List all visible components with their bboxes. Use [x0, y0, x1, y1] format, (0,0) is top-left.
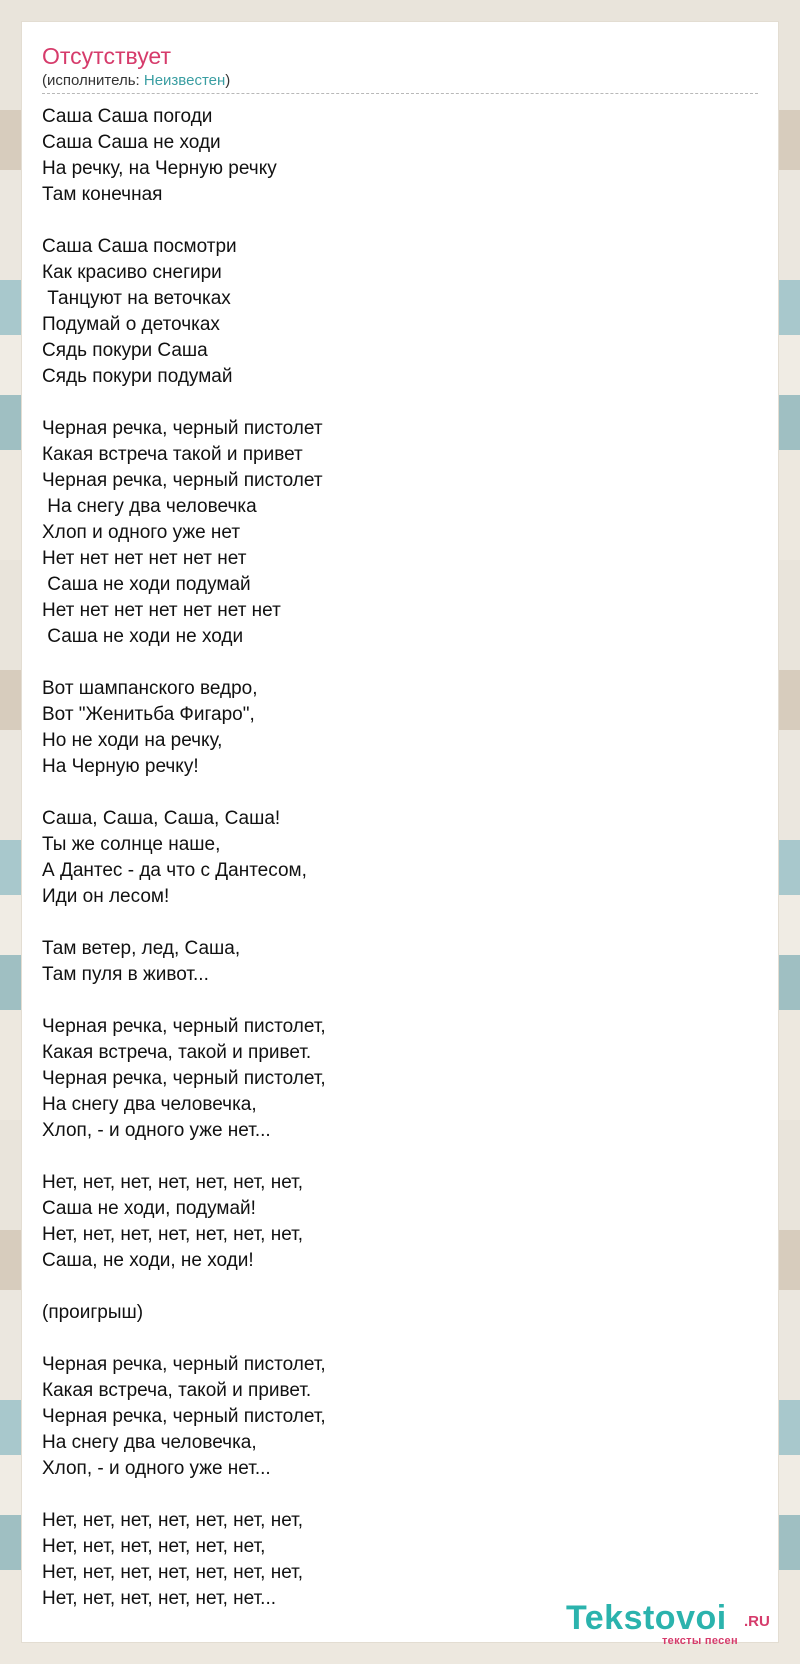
lyric-line: Хлоп и одного уже нет [42, 522, 241, 543]
lyric-line: Нет нет нет нет нет нет нет [42, 600, 281, 621]
lyric-line: Черная речка, черный пистолет [42, 418, 323, 439]
lyric-line: Какая встреча такой и привет [42, 444, 303, 465]
lyric-line: Иди он лесом! [42, 886, 170, 907]
lyric-line: Саша Саша погоди [42, 106, 213, 127]
lyric-line: (проигрыш) [42, 1302, 144, 1323]
performer-line [42, 72, 230, 90]
lyric-line [42, 208, 742, 234]
lyric-line: Танцуют на веточках [42, 288, 231, 309]
lyric-line: Саша Саша не ходи [42, 132, 221, 153]
logo-tld: .RU [744, 1613, 770, 1630]
lyric-line: Подумай о деточках [42, 314, 220, 335]
lyric-line: Нет, нет, нет, нет, нет, нет... [42, 1588, 277, 1609]
lyric-line: Ты же солнце наше, [42, 834, 221, 855]
lyric-line: Саша Саша посмотри [42, 236, 237, 257]
lyric-line [42, 1274, 742, 1300]
lyric-line [42, 1326, 742, 1352]
lyric-line: Нет, нет, нет, нет, нет, нет, нет, [42, 1172, 304, 1193]
lyric-line: На снегу два человечка, [42, 1432, 257, 1453]
lyric-line: Саша, не ходи, не ходи! [42, 1250, 254, 1271]
lyric-line: Саша не ходи, подумай! [42, 1198, 256, 1219]
lyric-line: Черная речка, черный пистолет, [42, 1354, 326, 1375]
lyric-line: Черная речка, черный пистолет, [42, 1068, 326, 1089]
lyric-line: Там пуля в живот... [42, 964, 209, 985]
lyric-line [42, 650, 742, 676]
lyric-line: Какая встреча, такой и привет. [42, 1380, 312, 1401]
lyric-line: Саша, Саша, Саша, Саша! [42, 808, 281, 829]
lyric-line: Но не ходи на речку, [42, 730, 223, 751]
logo-tagline: тексты песен [662, 1635, 738, 1647]
lyric-line: Нет, нет, нет, нет, нет, нет, [42, 1536, 266, 1557]
lyric-line [42, 988, 742, 1014]
lyric-line: А Дантес - да что с Дантесом, [42, 860, 307, 881]
lyric-line: Какая встреча, такой и привет. [42, 1042, 312, 1063]
lyric-line [42, 780, 742, 806]
lyric-line: Там конечная [42, 184, 163, 205]
lyric-line: Черная речка, черный пистолет [42, 470, 323, 491]
lyric-line: Как красиво снегири [42, 262, 222, 283]
lyric-line: Черная речка, черный пистолет, [42, 1406, 326, 1427]
lyric-line: Вот "Женитьба Фигаро", [42, 704, 255, 725]
logo-brand: Tekstovoi [566, 1599, 727, 1637]
lyric-line: Там ветер, лед, Саша, [42, 938, 241, 959]
site-logo[interactable] [566, 1600, 776, 1648]
song-title: Отсутствует [42, 43, 171, 69]
lyric-line: Саша не ходи не ходи [42, 626, 244, 647]
lyric-line: На снегу два человечка [42, 496, 257, 517]
lyric-line: Сядь покури подумай [42, 366, 233, 387]
title-divider [42, 93, 758, 94]
lyric-line: Саша не ходи подумай [42, 574, 251, 595]
lyric-line: Вот шампанского ведро, [42, 678, 258, 699]
lyric-line: На Черную речку! [42, 756, 199, 777]
lyric-line: Нет нет нет нет нет нет [42, 548, 247, 569]
lyric-line [42, 1144, 742, 1170]
lyric-line: Сядь покури Саша [42, 340, 208, 361]
lyric-line: Черная речка, черный пистолет, [42, 1016, 326, 1037]
lyric-line: Хлоп, - и одного уже нет... [42, 1120, 271, 1141]
lyric-line: Хлоп, - и одного уже нет... [42, 1458, 271, 1479]
lyric-line: На снегу два человечка, [42, 1094, 257, 1115]
lyric-line: На речку, на Черную речку [42, 158, 277, 179]
lyric-line [42, 910, 742, 936]
lyric-line [42, 1482, 742, 1508]
lyric-line [42, 390, 742, 416]
lyric-line: Нет, нет, нет, нет, нет, нет, нет, [42, 1562, 304, 1583]
performer-suffix: ) [225, 72, 231, 89]
performer-link[interactable]: Неизвестен [143, 72, 226, 89]
lyrics-text [42, 104, 742, 1612]
lyric-line: Нет, нет, нет, нет, нет, нет, нет, [42, 1510, 304, 1531]
performer-prefix: (исполнитель: [42, 72, 144, 89]
lyric-line: Нет, нет, нет, нет, нет, нет, нет, [42, 1224, 304, 1245]
